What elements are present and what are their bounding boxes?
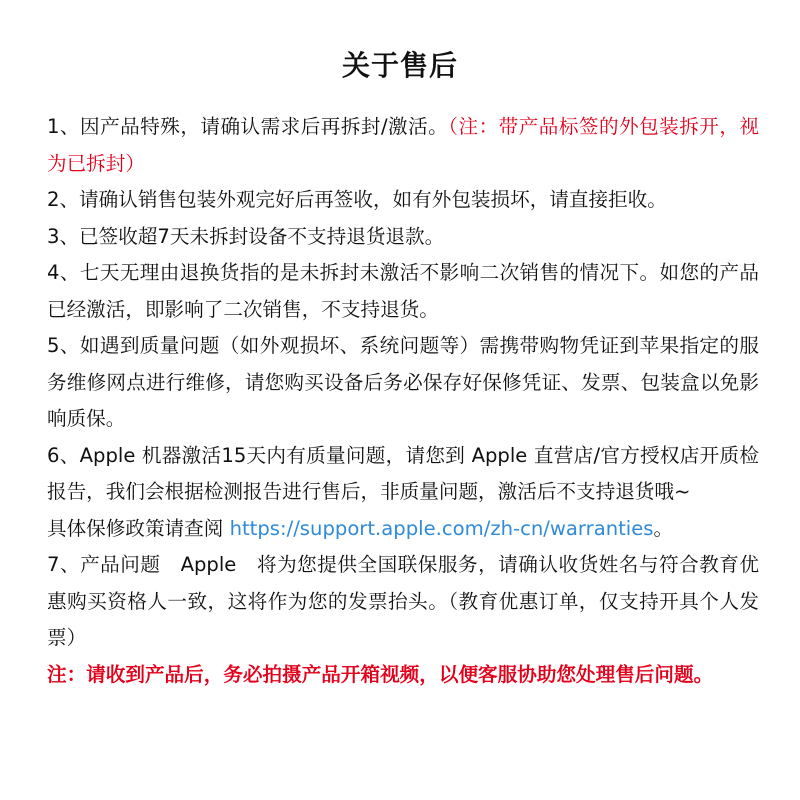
warranty-policy-link[interactable]: https://support.apple.com/zh-cn/warranties [229, 516, 654, 540]
policy-content [47, 109, 759, 693]
policy-item-3: 3、已签收超7天未拆封设备不支持退货退款。 [47, 224, 445, 248]
policy-item-1 [47, 109, 759, 182]
warranty-policy-end: 。 [653, 516, 674, 540]
policy-item-2: 2、请确认销售包装外观完好后再签收，如有外包装损坏，请直接拒收。 [47, 188, 667, 211]
warranty-policy-line [47, 511, 759, 548]
policy-item-6: 6、Apple 机器激活15天内有质量问题，请您到 Apple 直营店/官方授权店开质检报告，我们会根据检测报告进行售后，非质量问题，激活后不支持退货哦~ [47, 443, 759, 503]
page-title: 关于售后 [341, 49, 458, 82]
policy-item-1-text: 1、因产品特殊，请确认需求后再拆封/激活。 [47, 115, 449, 138]
policy-item-4: 4、七天无理由退换货指的是未拆封未激活不影响二次销售的情况下。如您的产品已经激活，即影响了二次销售，不支持退货。 [47, 261, 759, 321]
policy-item-5: 5、如遇到质量问题（如外观损坏、系统问题等）需携带购物凭证到苹果指定的服务维修网点进行维修，请您购买设备后务必保存好保修凭证、发票、包装盒以免影响质保。 [47, 334, 759, 430]
unboxing-video-notice: 注：请收到产品后，务必拍摄产品开箱视频，以便客服协助您处理售后问题。 [47, 662, 714, 686]
policy-item-7: 7、产品问题 Apple 将为您提供全国联保服务，请确认收货姓名与符合教育优惠购买资格人一致，这将作为您的发票抬头。（教育优惠订单，仅支持开具个人发票） [47, 553, 759, 649]
policy-item-1-note: （注：带产品标签的外包装拆开，视为已拆封） [47, 115, 759, 175]
warranty-policy-label: 具体保修政策请查阅 [47, 516, 230, 540]
